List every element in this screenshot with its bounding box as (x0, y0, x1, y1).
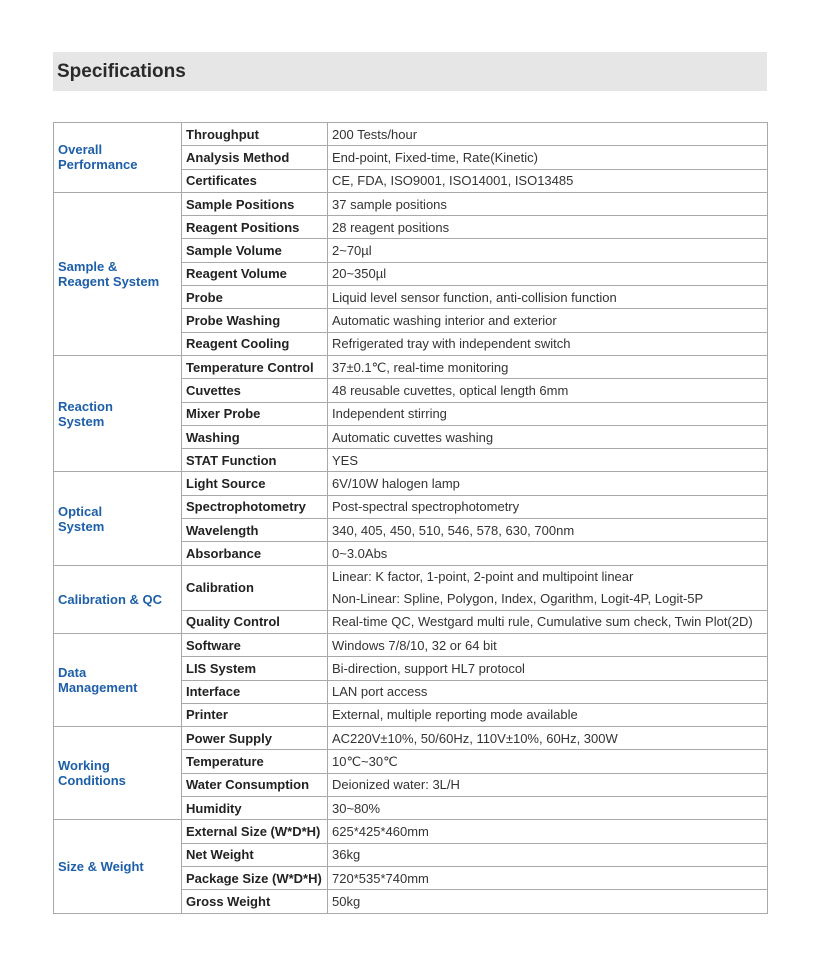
category-label: Management (58, 680, 138, 696)
spec-label: Net Weight (182, 843, 328, 866)
spec-value-cell (328, 727, 768, 750)
spec-value: Non-Linear: Spline, Polygon, Index, Ogarithm, Logit-4P, Logit-5P (332, 590, 704, 606)
spec-value-cell (328, 519, 768, 542)
spec-value-cell (328, 169, 768, 192)
spec-value-cell (328, 123, 768, 146)
spec-value: Liquid level sensor function, anti-collision function (332, 289, 617, 305)
spec-value-cell (328, 797, 768, 820)
spec-label: External Size (W*D*H) (182, 820, 328, 843)
spec-value-cell (328, 610, 768, 633)
spec-value: 36kg (332, 847, 361, 863)
category-cell (54, 472, 182, 565)
spec-label: Probe Washing (182, 309, 328, 332)
spec-value-cell (328, 309, 768, 332)
spec-value-cell (328, 449, 768, 472)
category-label: Reaction (58, 398, 113, 414)
spec-value: 50kg (332, 893, 361, 909)
spec-value: 200 Tests/hour (332, 126, 418, 142)
spec-value: 48 reusable cuvettes, optical length 6mm (332, 382, 569, 398)
spec-value-cell (328, 495, 768, 518)
spec-label: Humidity (182, 797, 328, 820)
category-label: Size & Weight (58, 858, 144, 874)
spec-value-cell (328, 703, 768, 726)
spec-value: LAN port access (332, 684, 428, 700)
spec-label: Reagent Cooling (182, 332, 328, 355)
spec-value: AC220V±10%, 50/60Hz, 110V±10%, 60Hz, 300W (332, 730, 618, 746)
spec-value-cell (328, 146, 768, 169)
spec-value: Deionized water: 3L/H (332, 777, 460, 793)
spec-value: 20~350µl (332, 266, 387, 282)
spec-value-cell (328, 820, 768, 843)
spec-value-cell (328, 633, 768, 656)
spec-label: Calibration (182, 565, 328, 610)
spec-value-cell (328, 425, 768, 448)
spec-value: 10℃~30℃ (332, 754, 398, 770)
spec-label: Quality Control (182, 610, 328, 633)
category-label: System (58, 413, 105, 429)
spec-value-cell (328, 239, 768, 262)
spec-value-cell (328, 472, 768, 495)
spec-label: Reagent Positions (182, 216, 328, 239)
spec-value-cell (328, 773, 768, 796)
spec-label: Sample Volume (182, 239, 328, 262)
spec-value-cell (328, 890, 768, 913)
spec-label: Certificates (182, 169, 328, 192)
spec-label: Interface (182, 680, 328, 703)
spec-label: Mixer Probe (182, 402, 328, 425)
spec-value: CE, FDA, ISO9001, ISO14001, ISO13485 (332, 173, 574, 189)
category-cell (54, 565, 182, 633)
spec-value: Windows 7/8/10, 32 or 64 bit (332, 637, 497, 653)
category-label: Overall (58, 142, 103, 158)
category-label: Working (58, 758, 110, 774)
spec-row (54, 355, 768, 378)
spec-row (54, 820, 768, 843)
spec-row (54, 565, 768, 610)
spec-label: Water Consumption (182, 773, 328, 796)
category-label: Performance (58, 157, 138, 173)
spec-label: Temperature (182, 750, 328, 773)
spec-value: 0~3.0Abs (332, 545, 388, 561)
spec-value-cell (328, 657, 768, 680)
spec-value: Linear: K factor, 1-point, 2-point and multipoint linear (332, 568, 634, 584)
spec-row (54, 123, 768, 146)
category-label: Reagent System (58, 273, 160, 289)
spec-value: Real-time QC, Westgard multi rule, Cumulative sum check, Twin Plot(2D) (332, 614, 753, 630)
spec-label: Throughput (182, 123, 328, 146)
spec-value-cell (328, 192, 768, 215)
title-bar (53, 52, 767, 91)
spec-label: Temperature Control (182, 355, 328, 378)
category-label: Data (58, 665, 87, 681)
spec-value: 2~70µl (332, 243, 372, 259)
spec-label: Power Supply (182, 727, 328, 750)
spec-value: Independent stirring (332, 406, 447, 422)
spec-value: 6V/10W halogen lamp (332, 476, 460, 492)
category-cell (54, 820, 182, 913)
category-label: Conditions (58, 773, 126, 789)
category-label: Calibration & QC (58, 591, 163, 607)
spec-label: Light Source (182, 472, 328, 495)
spec-table (53, 122, 768, 914)
spec-value: Automatic cuvettes washing (332, 429, 494, 445)
spec-row (54, 633, 768, 656)
category-cell (54, 192, 182, 355)
spec-label: Gross Weight (182, 890, 328, 913)
spec-label: Washing (182, 425, 328, 448)
spec-value-cell (328, 332, 768, 355)
spec-value-cell (328, 216, 768, 239)
spec-table-body (54, 123, 768, 914)
spec-label: Probe (182, 286, 328, 309)
spec-value: 37±0.1℃, real-time monitoring (332, 359, 509, 375)
spec-row (54, 472, 768, 495)
spec-label: Wavelength (182, 519, 328, 542)
spec-label: Cuvettes (182, 379, 328, 402)
spec-row (54, 192, 768, 215)
spec-label: Package Size (W*D*H) (182, 866, 328, 889)
spec-label: Absorbance (182, 542, 328, 565)
spec-value: Refrigerated tray with independent switch (332, 336, 571, 352)
spec-label: Printer (182, 703, 328, 726)
spec-value: 340, 405, 450, 510, 546, 578, 630, 700nm (332, 522, 575, 538)
spec-value: 720*535*740mm (332, 870, 429, 886)
spec-value: External, multiple reporting mode available (332, 707, 578, 723)
category-cell (54, 355, 182, 471)
spec-label: Sample Positions (182, 192, 328, 215)
spec-value-cell (328, 565, 768, 610)
spec-value-cell (328, 262, 768, 285)
spec-value: Automatic washing interior and exterior (332, 313, 557, 329)
spec-value-cell (328, 286, 768, 309)
spec-value-cell (328, 355, 768, 378)
spec-value: 625*425*460mm (332, 823, 429, 839)
category-label: System (58, 518, 105, 534)
spec-label: Reagent Volume (182, 262, 328, 285)
spec-value-cell (328, 542, 768, 565)
category-cell (54, 633, 182, 726)
spec-value: End-point, Fixed-time, Rate(Kinetic) (332, 149, 538, 165)
spec-value: 30~80% (332, 800, 381, 816)
spec-label: STAT Function (182, 449, 328, 472)
spec-value: YES (332, 452, 359, 468)
category-label: Sample & (58, 258, 118, 274)
spec-value-cell (328, 750, 768, 773)
spec-value: Post-spectral spectrophotometry (332, 499, 520, 515)
spec-value: 28 reagent positions (332, 219, 450, 235)
spec-value: Bi-direction, support HL7 protocol (332, 660, 525, 676)
spec-value-cell (328, 843, 768, 866)
spec-label: Spectrophotometry (182, 495, 328, 518)
spec-row (54, 727, 768, 750)
category-label: Optical (58, 503, 103, 519)
spec-label: Analysis Method (182, 146, 328, 169)
spec-label: Software (182, 633, 328, 656)
spec-value-cell (328, 680, 768, 703)
spec-value: 37 sample positions (332, 196, 447, 212)
page-title: Specifications (57, 61, 186, 82)
spec-value-cell (328, 866, 768, 889)
spec-value-cell (328, 402, 768, 425)
category-cell (54, 727, 182, 820)
spec-value-cell (328, 379, 768, 402)
spec-label: LIS System (182, 657, 328, 680)
category-cell (54, 123, 182, 193)
